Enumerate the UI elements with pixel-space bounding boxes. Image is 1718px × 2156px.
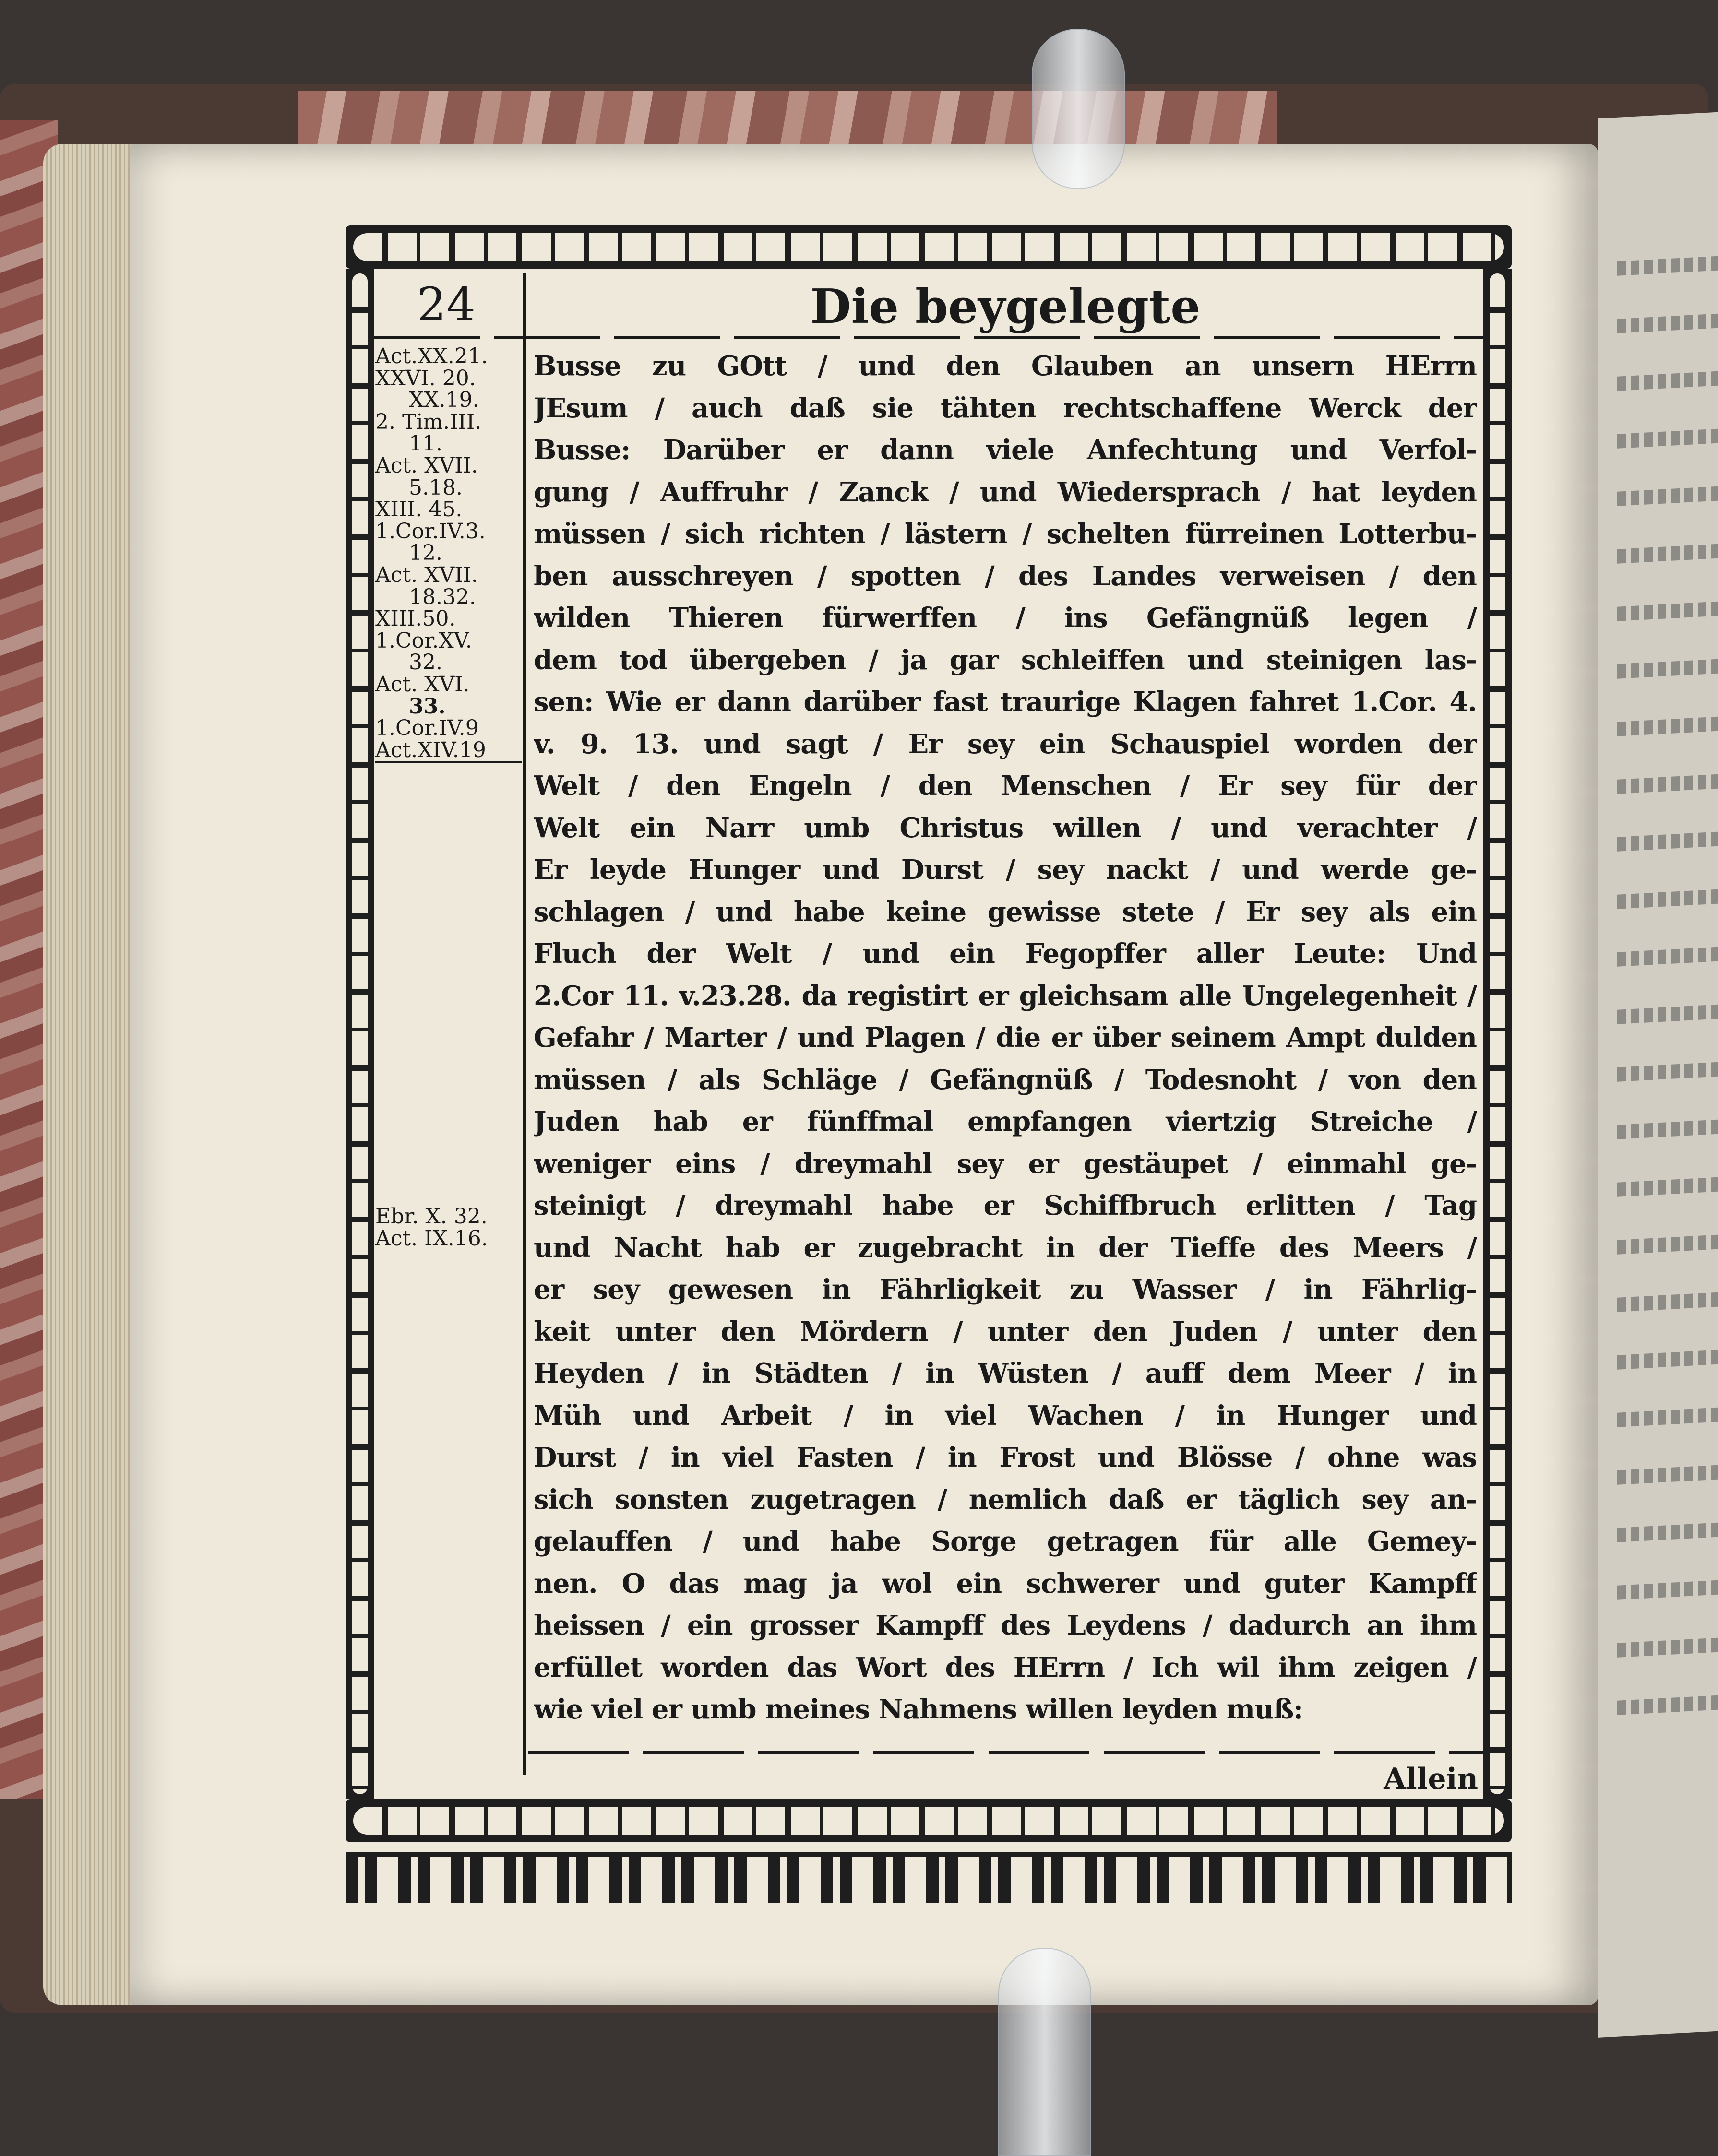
text-line: v. 9. 13. und sagt / Er sey ein Schauspiel worden der bbox=[534, 728, 1477, 760]
margin-reference: 2. Tim.III. bbox=[375, 411, 482, 433]
text-line: Welt / den Engeln / den Menschen / Er sey für der bbox=[534, 770, 1477, 802]
margin-references bbox=[375, 345, 522, 1249]
margin-reference: Act. XVII. bbox=[375, 564, 478, 586]
column-rule bbox=[523, 273, 526, 1775]
facing-page-text bbox=[1617, 1465, 1718, 1485]
margin-reference: 33. bbox=[409, 695, 446, 718]
facing-page-text bbox=[1617, 1407, 1718, 1427]
text-line: er sey gewesen in Fährligkeit zu Wasser / in Fährlig- bbox=[534, 1274, 1477, 1305]
text-line: gung / Auffruhr / Zanck / und Wiedersprach / hat leyden bbox=[534, 476, 1477, 508]
text-line: keit unter den Mördern / unter den Juden / unter den bbox=[534, 1315, 1477, 1348]
margin-reference: XX.19. bbox=[409, 389, 479, 411]
margin-reference: 1.Cor.XV. bbox=[375, 629, 472, 652]
facing-page-text bbox=[1617, 544, 1718, 564]
facing-page-text bbox=[1617, 1350, 1718, 1370]
margin-reference: XXVI. 20. bbox=[375, 367, 476, 390]
margin-reference: Act. IX.16. bbox=[375, 1227, 488, 1250]
text-line: weniger eins / dreymahl sey er gestäupet / einmahl ge- bbox=[534, 1148, 1477, 1180]
facing-page bbox=[1598, 112, 1718, 2038]
text-line: Busse zu GOtt / und den Glauben an unsern HErrn bbox=[534, 350, 1477, 382]
ornament-border-right bbox=[1483, 269, 1512, 1799]
text-line: ben ausschreyen / spotten / des Landes verweisen / den bbox=[534, 560, 1477, 592]
text-line: Heyden / in Städten / in Wüsten / auff dem Meer / in bbox=[534, 1358, 1477, 1389]
margin-reference: 12. bbox=[409, 542, 442, 564]
text-line: sen: Wie er dann darüber fast traurige Klagen fahret 1.Cor. 4. bbox=[534, 686, 1477, 718]
text-line: Durst / in viel Fasten / in Frost und Blösse / ohne was bbox=[534, 1442, 1477, 1473]
text-line: steinigt / dreymahl habe er Schiffbruch erlitten / Tag bbox=[534, 1190, 1477, 1221]
facing-page-text bbox=[1617, 1292, 1718, 1312]
text-line: wie viel er umb meines Nahmens willen leyden muß: bbox=[534, 1694, 1303, 1725]
text-line: Welt ein Narr umb Christus willen / und verachter / bbox=[534, 812, 1477, 844]
body-text bbox=[534, 345, 1477, 1731]
text-line: Juden hab er fünffmal empfangen viertzig Streiche / bbox=[534, 1106, 1477, 1137]
ornament-border-top bbox=[346, 225, 1512, 269]
text-line: schlagen / und habe keine gewisse stete / Er sey als ein bbox=[534, 896, 1477, 928]
margin-reference: 18.32. bbox=[409, 586, 476, 608]
text-line: dem tod übergeben / ja gar schleiffen und steinigen las- bbox=[534, 644, 1477, 676]
text-line: 2.Cor 11. v.23.28. da registirt er gleichsam alle Ungelegenheit / bbox=[534, 980, 1477, 1012]
facing-page-text bbox=[1617, 1637, 1718, 1658]
page-number: 24 bbox=[417, 278, 476, 332]
facing-page-text bbox=[1617, 659, 1718, 679]
page-clip-top bbox=[1032, 29, 1125, 189]
page-edges bbox=[43, 144, 139, 2005]
text-line: wilden Thieren fürwerffen / ins Gefängnüß legen / bbox=[534, 602, 1477, 634]
margin-reference: 11. bbox=[409, 433, 442, 455]
facing-page-text bbox=[1617, 831, 1718, 852]
catchword: Allein bbox=[1384, 1762, 1478, 1796]
facing-page-text bbox=[1617, 1004, 1718, 1024]
text-line: erfüllet worden das Wort des HErrn / Ich wil ihm zeigen / bbox=[534, 1651, 1477, 1683]
facing-page-text bbox=[1617, 601, 1718, 621]
running-head: Die beygelegte bbox=[810, 279, 1201, 334]
facing-page-text bbox=[1617, 1695, 1718, 1715]
text-line: müssen / sich richten / lästern / schelten fürreinen Lotterbu- bbox=[534, 518, 1477, 550]
facing-page-text bbox=[1617, 947, 1718, 967]
margin-reference: XIII.50. bbox=[375, 608, 456, 630]
margin-reference: Ebr. X. 32. bbox=[375, 1206, 488, 1228]
margin-reference: 32. bbox=[409, 652, 442, 674]
facing-page-text bbox=[1617, 774, 1718, 794]
ornament-border-bottom bbox=[346, 1799, 1512, 1842]
margin-reference: Act. XVI. bbox=[375, 673, 470, 696]
facing-page-text bbox=[1617, 428, 1718, 449]
text-line: gelauffen / und habe Sorge getragen für alle Gemey- bbox=[534, 1526, 1477, 1557]
text-line: müssen / als Schläge / Gefängnüß / Todesnoht / von den bbox=[534, 1064, 1477, 1096]
header-rule bbox=[374, 336, 1483, 339]
ornamental-vignette bbox=[346, 1857, 1512, 1903]
margin-reference: Act.XIV.19 bbox=[375, 739, 522, 763]
margin-reference: XIII. 45. bbox=[375, 498, 463, 521]
text-line: Busse: Darüber er dann viele Anfechtung und Verfol- bbox=[534, 434, 1477, 466]
margin-spacer bbox=[375, 763, 522, 1206]
text-line: JEsum / auch daß sie tähten rechtschaffene Werck der bbox=[534, 392, 1477, 424]
ornament-border-left bbox=[346, 269, 374, 1799]
text-line: und Nacht hab er zugebracht in der Tieffe des Meers / bbox=[534, 1232, 1477, 1264]
vignette-rule bbox=[346, 1852, 1512, 1857]
text-line: sich sonsten zugetragen / nemlich daß er täglich sey an- bbox=[534, 1483, 1477, 1516]
facing-page-text bbox=[1617, 1119, 1718, 1139]
margin-reference: Act. XVII. bbox=[375, 454, 478, 477]
text-line: heissen / ein grosser Kampff des Leydens / dadurch an ihm bbox=[534, 1610, 1477, 1641]
facing-page-text bbox=[1617, 486, 1718, 506]
facing-page-text bbox=[1617, 313, 1718, 333]
facing-page-text bbox=[1617, 256, 1718, 276]
facing-page-text bbox=[1617, 889, 1718, 909]
margin-reference: 1.Cor.IV.9 bbox=[375, 717, 479, 739]
text-line: Fluch der Welt / und ein Fegopffer aller Leute: Und bbox=[534, 938, 1477, 970]
facing-page-text bbox=[1617, 1522, 1718, 1542]
text-line: Müh und Arbeit / in viel Wachen / in Hunger und bbox=[534, 1399, 1477, 1432]
facing-page-text bbox=[1617, 1234, 1718, 1255]
text-line: Er leyde Hunger und Durst / sey nackt / und werde ge- bbox=[534, 854, 1477, 886]
facing-page-text bbox=[1617, 1580, 1718, 1600]
facing-page-text bbox=[1617, 371, 1718, 391]
margin-reference: 1.Cor.IV.3. bbox=[375, 520, 486, 543]
printed-frame bbox=[346, 225, 1512, 1818]
facing-page-text bbox=[1617, 1177, 1718, 1197]
facing-page-text bbox=[1617, 716, 1718, 736]
text-line: Gefahr / Marter / und Plagen / die er über seinem Ampt dulden bbox=[534, 1022, 1477, 1054]
text-line: nen. O das mag ja wol ein schwerer und guter Kampff bbox=[534, 1567, 1477, 1599]
footer-rule bbox=[528, 1751, 1483, 1754]
margin-reference: Act.XX.21. bbox=[375, 345, 488, 367]
page-clip-bottom bbox=[998, 1948, 1091, 2156]
marbled-edge bbox=[298, 91, 1277, 149]
margin-reference: 5.18. bbox=[409, 476, 463, 499]
facing-page-text bbox=[1617, 1062, 1718, 1082]
